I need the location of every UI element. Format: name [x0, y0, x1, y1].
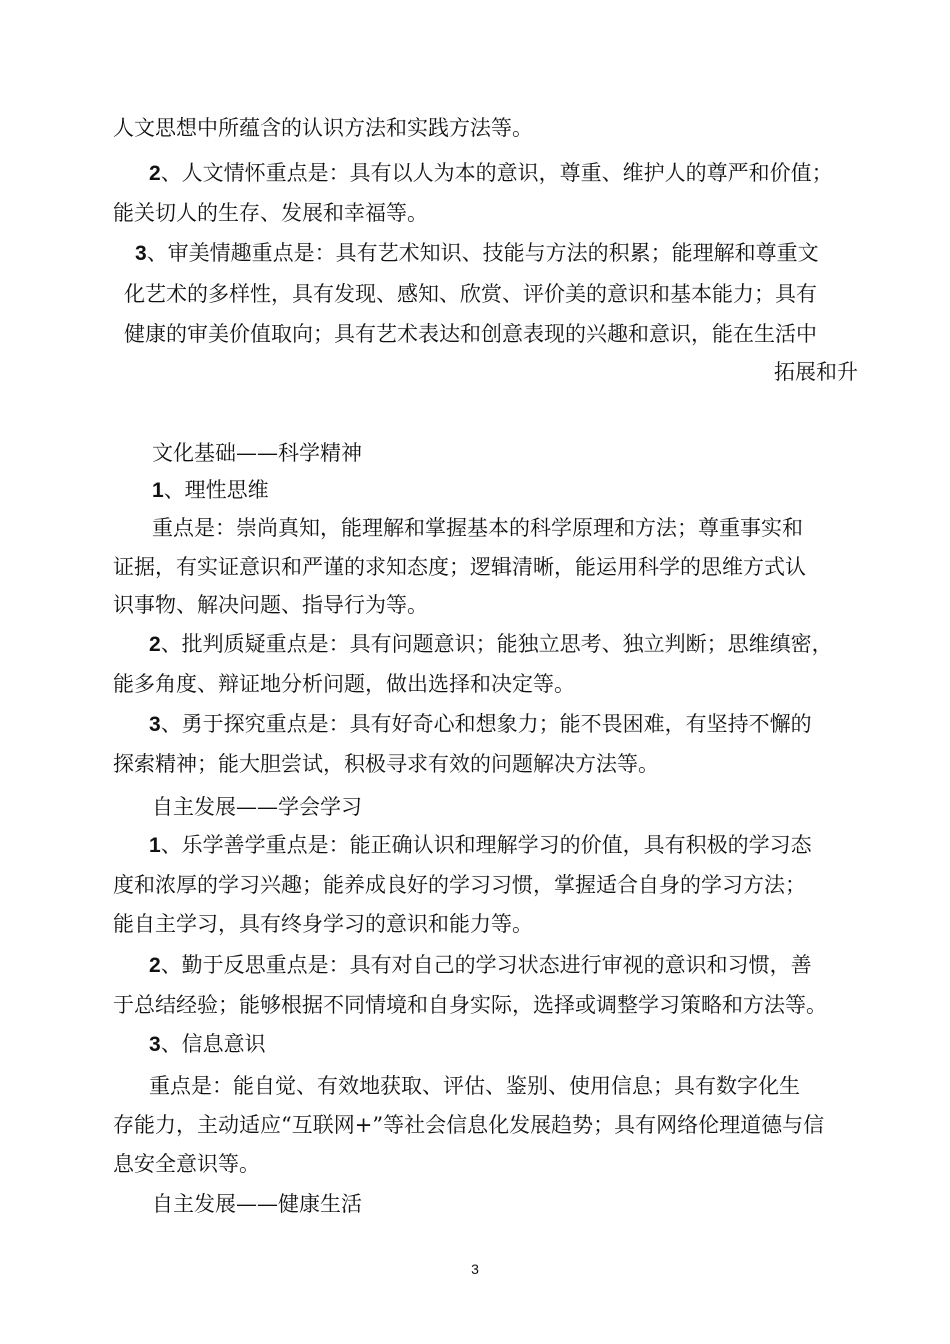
body-line: 探索精神；能大胆尝试，积极寻求有效的问题解决方法等。 [113, 752, 659, 776]
body-line: 重点是：能自觉、有效地获取、评估、鉴别、使用信息；具有数字化生 [149, 1074, 800, 1098]
section-heading: 自主发展——健康生活 [152, 1192, 362, 1216]
body-line: 拓展和升 [774, 360, 858, 384]
body-line: 能关切人的生存、发展和幸福等。 [113, 201, 428, 225]
body-line: 化艺术的多样性，具有发现、感知、欣赏、评价美的意识和基本能力；具有 [124, 282, 817, 306]
body-line: 能自主学习，具有终身学习的意识和能力等。 [113, 912, 533, 936]
list-item-heading: 2、人文情怀重点是：具有以人为本的意识，尊重、维护人的尊严和价值； [149, 161, 833, 185]
list-item-heading: 3、勇于探究重点是：具有好奇心和想象力；能不畏困难，有坚持不懈的 [149, 712, 812, 736]
body-line: 健康的审美价值取向；具有艺术表达和创意表现的兴趣和意识，能在生活中 [124, 322, 817, 346]
body-line: 度和浓厚的学习兴趣；能养成良好的学习习惯，掌握适合自身的学习方法； [113, 873, 806, 897]
list-item-heading: 2、勤于反思重点是：具有对自己的学习状态进行审视的意识和习惯，善 [149, 953, 812, 977]
body-line: 证据，有实证意识和严谨的求知态度；逻辑清晰，能运用科学的思维方式认 [113, 555, 806, 579]
body-line: 能多角度、辩证地分析问题，做出选择和决定等。 [113, 672, 575, 696]
body-line: 存能力，主动适应“互联网+”等社会信息化发展趋势；具有网络伦理道德与信 [113, 1113, 825, 1137]
list-item-heading: 1、乐学善学重点是：能正确认识和理解学习的价值，具有积极的学习态 [149, 833, 812, 857]
section-heading: 自主发展——学会学习 [152, 795, 362, 819]
list-item-heading: 1、理性思维 [152, 478, 269, 502]
body-line: 识事物、解决问题、指导行为等。 [113, 593, 428, 617]
body-line: 重点是：崇尚真知，能理解和掌握基本的科学原理和方法；尊重事实和 [152, 516, 803, 540]
list-item-heading: 3、审美情趣重点是：具有艺术知识、技能与方法的积累；能理解和尊重文 [135, 241, 819, 265]
list-item-heading: 2、批判质疑重点是：具有问题意识；能独立思考、独立判断；思维缜密， [149, 632, 833, 656]
body-line: 人文思想中所蕴含的认识方法和实践方法等。 [113, 116, 533, 140]
body-line: 息安全意识等。 [113, 1152, 260, 1176]
page-number: 3 [471, 1261, 479, 1277]
section-heading: 文化基础——科学精神 [152, 441, 362, 465]
body-line: 于总结经验；能够根据不同情境和自身实际，选择或调整学习策略和方法等。 [113, 993, 827, 1017]
list-item-heading: 3、信息意识 [149, 1032, 266, 1056]
